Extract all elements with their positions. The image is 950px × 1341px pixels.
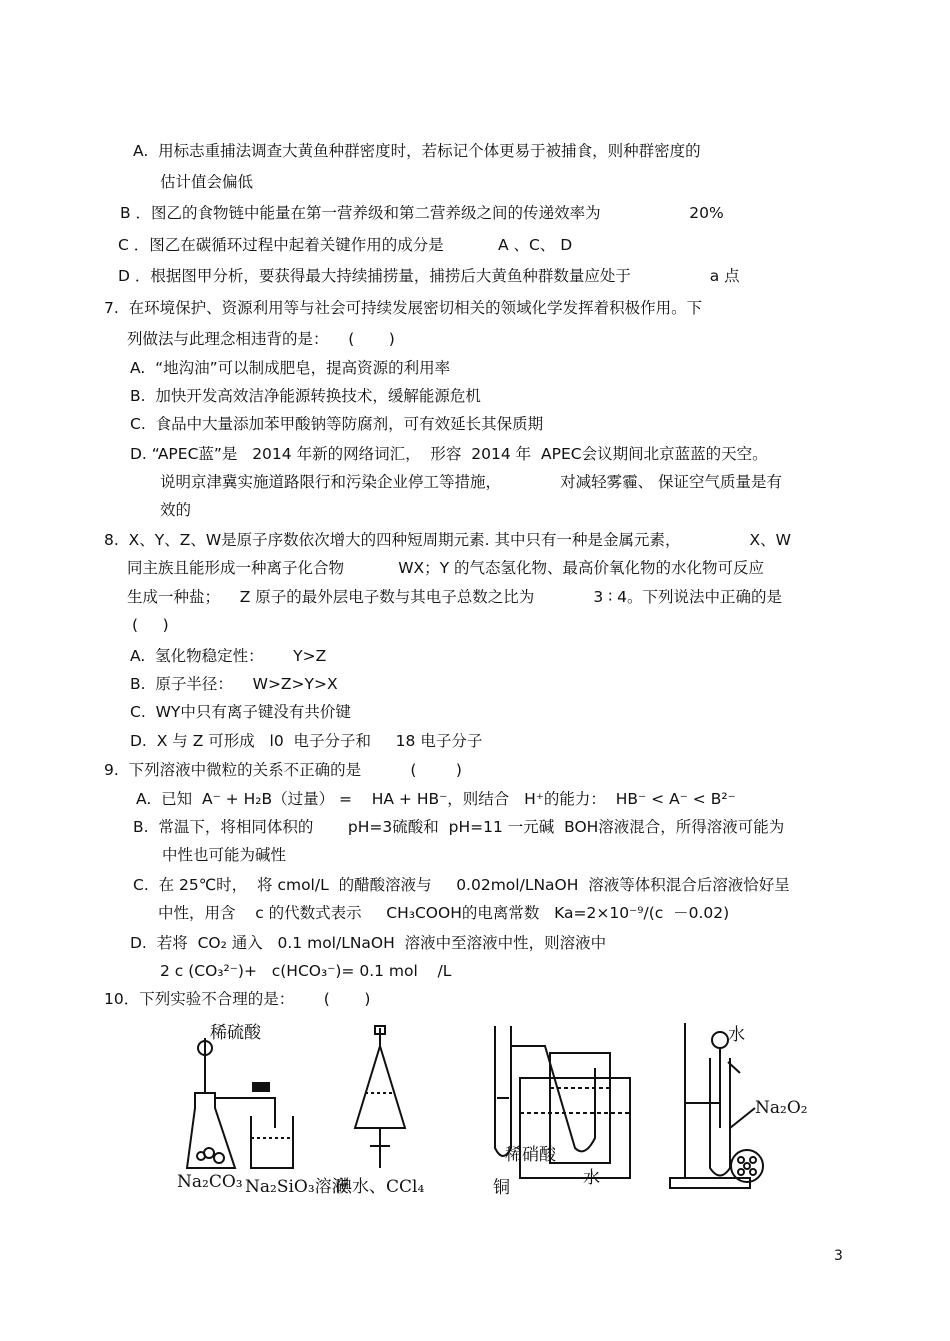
q10-stem: 10．下列实验不合理的是： ( ) — [104, 990, 371, 1008]
q7-option-d-line3: 效的 — [160, 501, 192, 519]
q9-option-d-line2: 2 c (CO₃²⁻)+ c(HCO₃⁻)= 0.1 mol /L — [160, 962, 452, 980]
q7-option-c: C. 食品中大量添加苯甲酸钠等防腐剂，可有效延长其保质期 — [130, 415, 544, 433]
label-copper: 铜 — [493, 1178, 510, 1198]
q7-option-d-line2: 说明京津冀实施道路限行和污染企业停工等措施， 对减轻雾霾、 保证空气质量是有 — [160, 473, 783, 491]
label-na2sio3: Na₂SiO₃溶液 — [245, 1177, 349, 1197]
q8-stem-line1: 8. X、Y、Z、W是原子序数依次增大的四种短周期元素. 其中只有一种是金属元素， X、W — [104, 531, 791, 549]
q6-option-a-line2: 估计值会偏低 — [160, 173, 254, 191]
q8-option-d: D. X 与 Z 可形成 l0 电子分子和 18 电子分子 — [130, 732, 483, 750]
q6-option-b: B ．图乙的食物链中能量在第一营养级和第二营养级之间的传递效率为 20% — [120, 204, 724, 222]
q7-option-a: A. “地沟油”可以制成肥皂，提高资源的利用率 — [130, 359, 451, 377]
q9-option-d-line1: D. 若将 CO₂ 通入 0.1 mol/LNaOH 溶液中至溶液中性，则溶液中 — [130, 934, 607, 952]
q7-option-d-line1: D. “APEC蓝”是 2014 年新的网络词汇， 形容 2014 年 APEC会议期间北京蓝蓝的天空。 — [130, 445, 768, 463]
apparatus-diagram — [165, 1018, 808, 1200]
q8-stem-line3: 生成一种盐； Z 原子的最外层电子数与其电子总数之比为 3 ∶ 4。下列说法中正确的是 — [127, 588, 782, 606]
q6-option-d: D ．根据图甲分析，要获得最大持续捕捞量，捕捞后大黄鱼种群数量应处于 a 点 — [118, 267, 740, 285]
label-dilute-h2so4: 稀硫酸 — [210, 1023, 261, 1043]
label-na2co3: Na₂CO₃ — [177, 1172, 243, 1192]
page-number: 3 — [834, 1248, 843, 1264]
q9-option-c-line1: C. 在 25℃时， 将 cmol/L 的醋酸溶液与 0.02mol/LNaOH 溶液等体积混合后溶液恰好呈 — [133, 876, 790, 894]
q9-option-b-line2: 中性也可能为碱性 — [162, 846, 287, 864]
label-iodine-ccl4: 碘水、CCl₄ — [335, 1177, 425, 1197]
q7-option-b: B. 加快开发高效洁净能源转换技术，缓解能源危机 — [130, 387, 481, 405]
q9-option-c-line2: 中性，用含 c 的代数式表示 CH₃COOH的电离常数 Ka=2×10⁻⁹/(c －0.02) — [158, 904, 730, 922]
q8-option-c: C. WY中只有离子键没有共价键 — [130, 703, 351, 721]
q9-option-b-line1: B. 常温下，将相同体积的 pH=3硫酸和 pH=11 一元碱 BOH溶液混合，所得溶液可能为 — [133, 818, 785, 836]
q9-stem: 9. 下列溶液中微粒的关系不正确的是 ( ) — [104, 761, 462, 779]
label-water-b: 水 — [583, 1168, 600, 1188]
q6-option-c: C ．图乙在碳循环过程中起着关键作用的成分是 A 、C、 D — [118, 236, 573, 254]
label-dilute-hno3: 稀硝酸 — [505, 1145, 556, 1165]
q9-option-a: A. 已知 A⁻ + H₂B（过量） = HA + HB⁻，则结合 H⁺的能力： HB⁻ < A⁻ < B²⁻ — [136, 790, 736, 808]
q8-option-b: B. 原子半径： W>Z>Y>X — [130, 675, 338, 693]
label-water-d: 水 — [728, 1025, 745, 1045]
q7-stem-line2: 列做法与此理念相违背的是： ( ) — [127, 330, 395, 348]
q7-stem-line1: 7. 在环境保护、资源利用等与社会可持续发展密切相关的领域化学发挥着积极作用。下 — [104, 299, 703, 317]
q6-option-a-line1: A. 用标志重捕法调查大黄鱼种群密度时，若标记个体更易于被捕食，则种群密度的 — [133, 142, 701, 160]
q8-option-a: A. 氢化物稳定性： Y>Z — [130, 647, 327, 665]
q8-stem-line2: 同主族且能形成一种离子化合物 WX；Y 的气态氢化物、最高价氧化物的水化物可反应 — [127, 559, 765, 577]
q8-stem-line4: ( ) — [132, 616, 169, 634]
label-na2o2: Na₂O₂ — [755, 1098, 808, 1118]
